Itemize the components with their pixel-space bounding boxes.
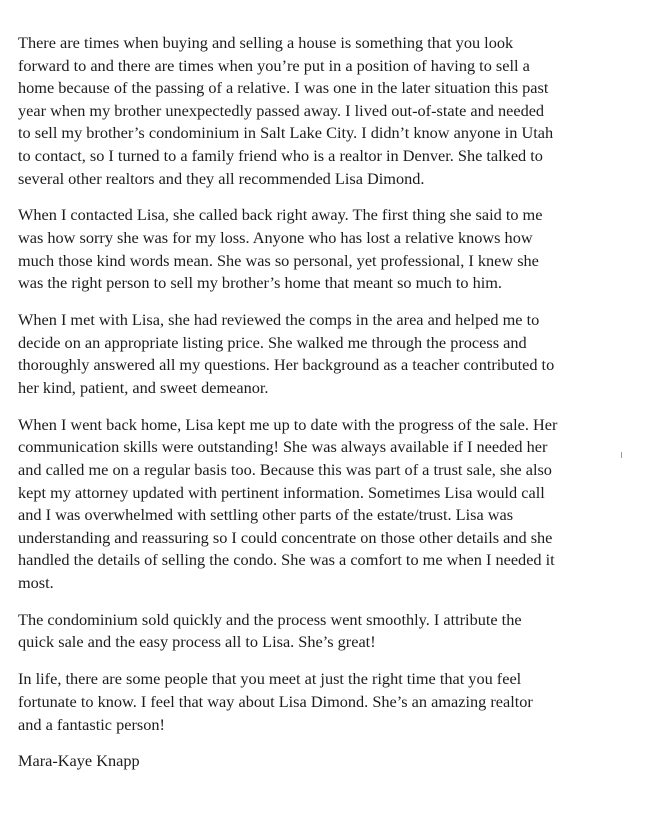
text-line: and a fantastic person! (18, 714, 165, 734)
text-line: handled the details of selling the condo. She was a comfort to me when I needed it (18, 550, 555, 570)
text-line: decide on an appropriate listing price. She walked me through the process and (18, 332, 527, 352)
paragraph-1 (18, 32, 644, 190)
paragraph-2 (18, 204, 644, 294)
paragraph-6 (18, 668, 644, 736)
paragraph-3 (18, 309, 644, 399)
text-line: several other realtors and they all recommended Lisa Dimond. (18, 168, 425, 188)
text-line: quick sale and the easy process all to Lisa. She’s great! (18, 632, 376, 652)
text-line: When I met with Lisa, she had reviewed the comps in the area and helped me to (18, 310, 540, 330)
text-line: The condominium sold quickly and the process went smoothly. I attribute the (18, 609, 522, 629)
signature-name: Mara-Kaye Knapp (18, 751, 140, 771)
text-line: home because of the passing of a relative. I was one in the later situation this past (18, 78, 549, 98)
text-line: thoroughly answered all my questions. Her background as a teacher contributed to (18, 355, 555, 375)
paragraph-4 (18, 414, 644, 595)
paragraph-5 (18, 609, 644, 654)
text-line: year when my brother unexpectedly passed away. I lived out-of-state and needed (18, 100, 545, 120)
scan-speck (621, 452, 622, 458)
text-line: kept my attorney updated with pertinent information. Sometimes Lisa would call (18, 482, 545, 502)
text-line: to sell my brother’s condominium in Salt Lake City. I didn’t know anyone in Utah (18, 123, 554, 143)
text-line: When I contacted Lisa, she called back right away. The first thing she said to me (18, 205, 543, 225)
text-line: fortunate to know. I feel that way about Lisa Dimond. She’s an amazing realtor (18, 691, 533, 711)
text-line: was the right person to sell my brother’s home that meant so much to him. (18, 273, 502, 293)
text-line: communication skills were outstanding! She was always available if I needed her (18, 437, 548, 457)
text-line: and called me on a regular basis too. Because this was part of a trust sale, she also (18, 459, 552, 479)
text-line: understanding and reassuring so I could concentrate on those other details and she (18, 527, 553, 547)
text-line: much those kind words mean. She was so personal, yet professional, I knew she (18, 250, 539, 270)
text-line: In life, there are some people that you meet at just the right time that you feel (18, 669, 522, 689)
text-line: There are times when buying and selling a house is something that you look (18, 33, 514, 52)
text-line: was how sorry she was for my loss. Anyone who has lost a relative knows how (18, 228, 533, 248)
text-line: her kind, patient, and sweet demeanor. (18, 377, 269, 397)
text-line: forward to and there are times when you’re put in a position of having to sell a (18, 55, 530, 75)
text-line: When I went back home, Lisa kept me up to date with the progress of the sale. Her (18, 414, 558, 434)
text-line: most. (18, 572, 54, 592)
letter-body (18, 32, 644, 773)
text-line: to contact, so I turned to a family friend who is a realtor in Denver. She talked to (18, 145, 543, 165)
text-line: and I was overwhelmed with settling other parts of the estate/trust. Lisa was (18, 505, 514, 525)
